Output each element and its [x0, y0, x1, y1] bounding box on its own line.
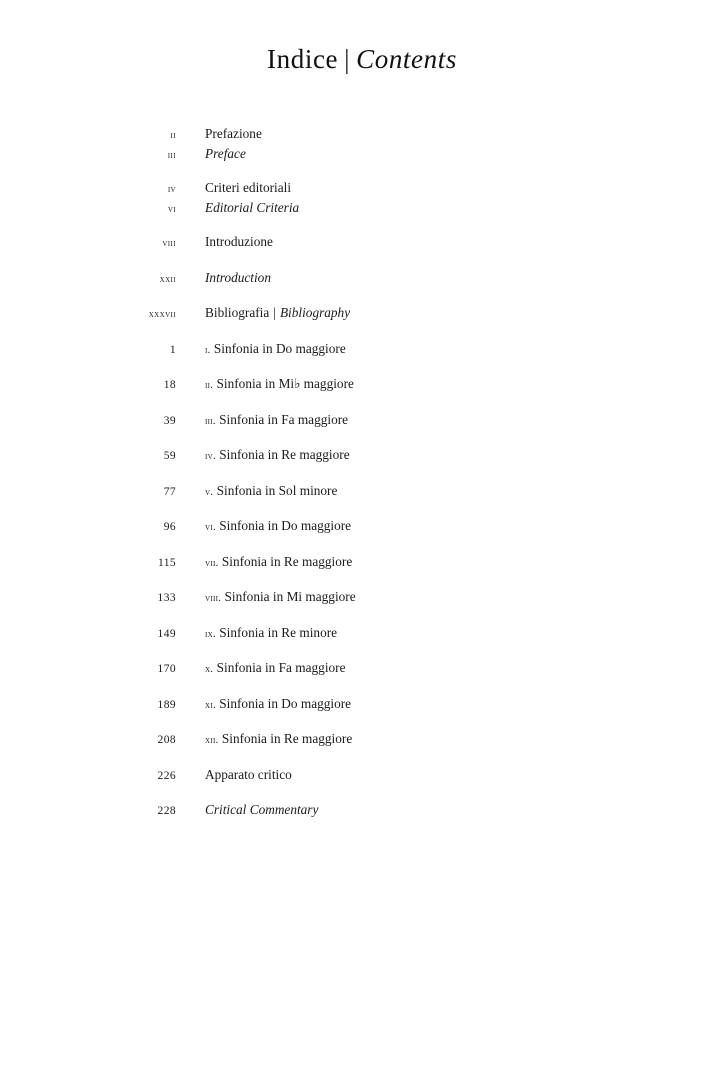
toc-page-number: 189: [157, 698, 176, 711]
toc-entry-numeral: viii.: [205, 593, 222, 604]
toc-entry[interactable]: [0, 271, 724, 286]
toc-entry[interactable]: [0, 768, 724, 783]
toc-entry-label: [176, 484, 337, 499]
toc-entry[interactable]: [0, 235, 724, 250]
toc-page-number: iii: [167, 149, 176, 161]
toc-entry-numeral: v.: [205, 486, 214, 498]
toc-entry-text: Sinfonia in Sol minore: [216, 482, 338, 498]
toc-entry-label: [176, 413, 348, 428]
toc-entry-label: [176, 626, 337, 641]
contents-page: [0, 44, 724, 1067]
toc-entry[interactable]: [0, 555, 724, 570]
page-title-italian: Indice: [267, 44, 339, 74]
toc-entry-numeral: ii.: [205, 380, 214, 391]
toc-page-number: 133: [157, 592, 176, 604]
toc-entry[interactable]: [0, 626, 724, 641]
toc-entry-numeral: vi.: [205, 522, 216, 533]
toc-entry-label: [176, 377, 354, 392]
toc-entry-text: Sinfonia in Re maggiore: [219, 447, 350, 462]
toc-entry-text: Sinfonia in Re minore: [219, 624, 338, 640]
toc-entry-label: Apparato critico: [205, 766, 292, 782]
toc-page-number: 115: [157, 556, 176, 569]
toc-entry[interactable]: [0, 201, 724, 216]
toc-entry-label: Editorial Criteria: [205, 199, 300, 215]
toc-page-number: 149: [157, 627, 176, 640]
toc-entry-numeral: xii.: [205, 735, 219, 746]
toc-entry[interactable]: [0, 661, 724, 676]
toc-entry-label: Prefazione: [205, 126, 262, 141]
toc-entry-text: Sinfonia in Mi maggiore: [224, 589, 356, 604]
page-title-english: Contents: [356, 44, 457, 74]
toc-page-number: 77: [163, 485, 176, 498]
toc-page-number: vi: [167, 203, 176, 215]
toc-entry-text: Sinfonia in Re maggiore: [221, 731, 353, 746]
toc-entry[interactable]: [0, 803, 724, 818]
toc-page-number: 170: [157, 663, 176, 675]
toc-entry-text: Sinfonia in Mi♭ maggiore: [216, 376, 354, 391]
toc-entry-label: [176, 697, 351, 712]
toc-entry-text: Sinfonia in Fa maggiore: [219, 411, 349, 427]
toc-entry[interactable]: [0, 377, 724, 392]
toc-entry-label: Introduction: [205, 269, 271, 285]
toc-entry-text: Bibliografia: [205, 305, 270, 320]
toc-entry-label: [176, 661, 346, 676]
toc-page-number: 96: [163, 521, 176, 533]
table-of-contents: [0, 127, 724, 818]
toc-page-number: 228: [157, 805, 176, 817]
toc-page-number: iv: [167, 184, 176, 195]
toc-page-number: 18: [163, 379, 176, 391]
toc-entry[interactable]: [0, 306, 724, 321]
toc-entry[interactable]: [0, 590, 724, 605]
toc-entry-numeral: xi.: [205, 699, 216, 711]
toc-entry-label: Introduzione: [205, 234, 273, 249]
toc-entry-separator: |: [273, 305, 276, 320]
page-title-separator: |: [344, 44, 351, 74]
toc-entry-text-translated: Bibliography: [279, 305, 351, 320]
toc-entry[interactable]: [0, 448, 724, 463]
toc-entry-text: Sinfonia in Fa maggiore: [216, 660, 346, 675]
toc-page-number: xxii: [159, 273, 176, 285]
toc-entry[interactable]: [0, 342, 724, 357]
toc-entry-label: [176, 519, 351, 534]
toc-entry[interactable]: [0, 127, 724, 142]
toc-entry-text: Sinfonia in Do maggiore: [213, 340, 346, 356]
toc-entry[interactable]: [0, 732, 724, 747]
toc-entry-label: Preface: [205, 145, 246, 161]
toc-entry-label: Criteri editoriali: [205, 180, 292, 195]
toc-page-number: viii: [162, 238, 176, 249]
toc-entry-numeral: iii.: [205, 415, 216, 427]
toc-page-number: 59: [163, 450, 176, 462]
toc-entry-label: [176, 590, 356, 605]
toc-entry-text: Sinfonia in Do maggiore: [219, 518, 352, 533]
toc-entry-numeral: iv.: [205, 451, 216, 462]
toc-entry[interactable]: [0, 519, 724, 534]
toc-page-number: ii: [170, 130, 176, 141]
toc-entry-numeral: i.: [205, 344, 211, 356]
toc-page-number: 226: [157, 769, 176, 782]
page-title: [0, 44, 724, 75]
toc-entry[interactable]: [0, 484, 724, 499]
toc-entry[interactable]: [0, 697, 724, 712]
toc-entry[interactable]: [0, 147, 724, 162]
toc-entry-label: [176, 342, 346, 357]
toc-entry-numeral: x.: [205, 664, 214, 675]
toc-page-number: xxxvii: [148, 309, 176, 320]
toc-entry-text: Sinfonia in Re maggiore: [221, 553, 353, 569]
toc-entry-label: [176, 306, 350, 319]
toc-page-number: 1: [169, 343, 176, 356]
toc-entry-label: [176, 448, 350, 463]
toc-entry-label: Critical Commentary: [205, 802, 319, 817]
toc-entry[interactable]: [0, 181, 724, 196]
toc-entry-text: Sinfonia in Do maggiore: [219, 695, 352, 711]
toc-entry[interactable]: [0, 413, 724, 428]
toc-entry-label: [176, 732, 352, 747]
toc-page-number: 208: [157, 734, 176, 746]
toc-entry-numeral: vii.: [205, 557, 219, 569]
toc-page-number: 39: [163, 414, 176, 427]
toc-entry-numeral: ix.: [205, 628, 216, 640]
toc-entry-label: [176, 555, 352, 570]
